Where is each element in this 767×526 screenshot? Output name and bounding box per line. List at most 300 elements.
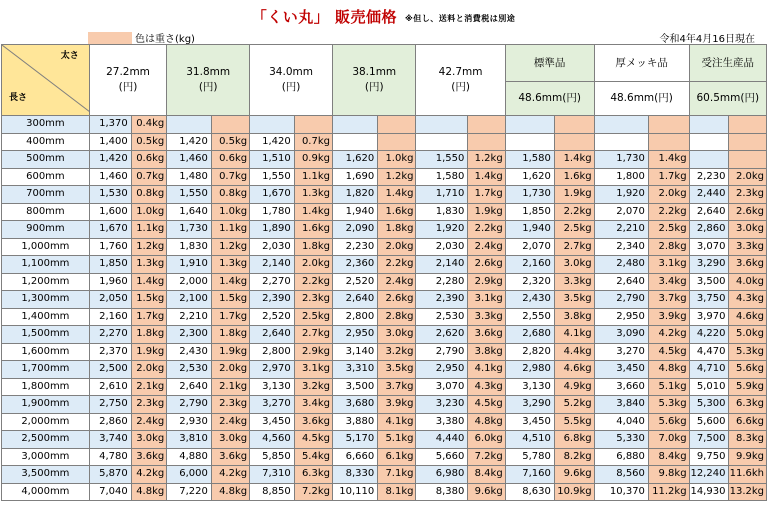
weight-cell: 3.0kg: [554, 256, 594, 274]
weight-cell: 2.0kg: [131, 361, 167, 379]
weight-cell: 1.9kg: [211, 343, 249, 361]
weight-cell: 4.9kg: [554, 378, 594, 396]
length-cell: 300mm: [2, 116, 90, 134]
weight-cell: 6.6kg: [729, 413, 767, 431]
page-title: [0, 6, 767, 27]
weight-cell: 2.2kg: [648, 203, 689, 221]
table-header: [2, 45, 767, 116]
weight-cell: 0.7kg: [131, 168, 167, 186]
category-size-header: [689, 81, 766, 115]
price-cell: 2,300: [167, 326, 212, 344]
price-cell: 3,070: [689, 238, 729, 256]
weight-cell: 2.5kg: [554, 221, 594, 239]
weight-cell: 3.6kg: [294, 413, 332, 431]
price-cell: 3,970: [689, 308, 729, 326]
size-header: [416, 45, 505, 116]
price-cell: 1,530: [89, 186, 131, 204]
price-cell: 10,370: [594, 483, 648, 501]
price-cell: 4,220: [689, 326, 729, 344]
price-cell: 2,530: [416, 308, 468, 326]
length-cell: 2,000mm: [2, 413, 90, 431]
weight-cell: 3.1kg: [294, 361, 332, 379]
weight-cell: 3.3kg: [468, 308, 505, 326]
price-cell: 3,750: [689, 291, 729, 309]
weight-cell: 4.8kg: [468, 413, 505, 431]
price-cell: 2,140: [416, 256, 468, 274]
weight-cell: [554, 116, 594, 134]
price-cell: 2,520: [332, 273, 377, 291]
yen-unit-label: (円): [562, 91, 581, 104]
price-cell: 3,450: [250, 413, 295, 431]
weight-cell: 5.9kg: [729, 378, 767, 396]
price-cell: 1,550: [250, 168, 295, 186]
price-cell: 1,780: [250, 203, 295, 221]
weight-cell: 4.8kg: [211, 483, 249, 501]
price-cell: 2,680: [505, 326, 554, 344]
weight-cell: 1.1kg: [211, 221, 249, 239]
price-cell: 3,090: [594, 326, 648, 344]
price-cell: 7,040: [89, 483, 131, 501]
price-cell: 2,800: [250, 343, 295, 361]
price-cell: 2,090: [332, 221, 377, 239]
price-date: 令和4年4月16日現在: [659, 34, 755, 45]
length-axis-label: 長さ: [9, 93, 28, 103]
weight-cell: 0.9kg: [294, 151, 332, 169]
weight-cell: [648, 133, 689, 151]
price-cell: 3,290: [689, 256, 729, 274]
weight-cell: 8.1kg: [378, 483, 416, 501]
table-row: [2, 343, 767, 361]
price-cell: 1,510: [250, 151, 295, 169]
length-cell: 900mm: [2, 221, 90, 239]
price-cell: 2,820: [505, 343, 554, 361]
price-cell: 4,880: [167, 448, 212, 466]
price-cell: 1,670: [89, 221, 131, 239]
weight-cell: 3.5kg: [378, 361, 416, 379]
yen-unit-label: (円): [364, 81, 384, 93]
table-row: [2, 203, 767, 221]
weight-cell: 0.5kg: [211, 133, 249, 151]
price-cell: 2,640: [332, 291, 377, 309]
price-cell: 12,240: [689, 466, 729, 484]
price-cell: [689, 133, 729, 151]
table-row: [2, 326, 767, 344]
table-row: [2, 396, 767, 414]
weight-cell: 1.7kg: [648, 168, 689, 186]
table-row: [2, 378, 767, 396]
price-cell: 2,100: [167, 291, 212, 309]
table-row: [2, 273, 767, 291]
price-cell: 1,670: [250, 186, 295, 204]
weight-cell: 1.1kg: [131, 221, 167, 239]
weight-cell: 1.3kg: [211, 256, 249, 274]
size-label: 48.6mm: [518, 91, 563, 104]
weight-cell: 1.2kg: [468, 151, 505, 169]
weight-cell: 2.6kg: [468, 256, 505, 274]
price-cell: 2,280: [416, 273, 468, 291]
weight-cell: 3.6kg: [729, 256, 767, 274]
price-cell: 2,430: [505, 291, 554, 309]
price-cell: 2,550: [505, 308, 554, 326]
table-body: [2, 116, 767, 501]
price-cell: 3,130: [505, 378, 554, 396]
weight-cell: [648, 116, 689, 134]
weight-cell: 5.6kg: [729, 361, 767, 379]
price-cell: 1,940: [332, 203, 377, 221]
weight-cell: [378, 133, 416, 151]
price-cell: [332, 133, 377, 151]
price-cell: 2,790: [167, 396, 212, 414]
thickness-axis-label: 太さ: [60, 51, 79, 61]
weight-cell: [468, 116, 505, 134]
weight-cell: 6.1kg: [378, 448, 416, 466]
weight-cell: 1.0kg: [378, 151, 416, 169]
weight-cell: 2.9kg: [468, 273, 505, 291]
weight-cell: 0.6kg: [211, 151, 249, 169]
length-cell: 1,500mm: [2, 326, 90, 344]
price-cell: 1,760: [89, 238, 131, 256]
price-cell: 2,140: [250, 256, 295, 274]
weight-cell: [294, 116, 332, 134]
table-row: [2, 238, 767, 256]
table-row: [2, 186, 767, 204]
weight-cell: 1.4kg: [211, 273, 249, 291]
price-cell: 5,780: [505, 448, 554, 466]
price-cell: 2,790: [594, 291, 648, 309]
length-cell: 1,900mm: [2, 396, 90, 414]
weight-cell: 3.3kg: [554, 273, 594, 291]
price-cell: 3,270: [250, 396, 295, 414]
weight-cell: 0.8kg: [131, 186, 167, 204]
length-cell: 4,000mm: [2, 483, 90, 501]
table-row: [2, 151, 767, 169]
weight-cell: 10.9kg: [554, 483, 594, 501]
weight-cell: 5.1kg: [378, 431, 416, 449]
price-cell: 4,710: [689, 361, 729, 379]
corner-header: [2, 45, 90, 116]
table-row: [2, 413, 767, 431]
price-cell: 2,790: [416, 343, 468, 361]
weight-cell: 6.8kg: [554, 431, 594, 449]
price-cell: 3,500: [332, 378, 377, 396]
size-header: [89, 45, 166, 116]
price-cell: 3,450: [594, 361, 648, 379]
length-cell: 3,000mm: [2, 448, 90, 466]
table-row: [2, 168, 767, 186]
price-cell: 9,750: [689, 448, 729, 466]
price-cell: 1,460: [167, 151, 212, 169]
price-cell: [505, 133, 554, 151]
price-cell: [689, 116, 729, 134]
price-cell: 10,110: [332, 483, 377, 501]
weight-cell: 2.4kg: [131, 413, 167, 431]
weight-cell: 2.3kg: [729, 186, 767, 204]
weight-cell: 1.6kg: [554, 168, 594, 186]
price-cell: 2,620: [416, 326, 468, 344]
weight-cell: [378, 116, 416, 134]
price-cell: [505, 116, 554, 134]
weight-cell: 3.2kg: [378, 343, 416, 361]
weight-cell: 8.4kg: [648, 448, 689, 466]
price-cell: 2,390: [250, 291, 295, 309]
weight-cell: 1.7kg: [131, 308, 167, 326]
weight-cell: 1.9kg: [554, 186, 594, 204]
weight-cell: 9.6kg: [468, 483, 505, 501]
weight-cell: 2.4kg: [468, 238, 505, 256]
price-cell: [689, 151, 729, 169]
price-cell: 1,830: [167, 238, 212, 256]
weight-cell: 5.1kg: [648, 378, 689, 396]
weight-cell: 2.6kg: [378, 291, 416, 309]
weight-cell: 5.3kg: [648, 396, 689, 414]
weight-cell: 2.2kg: [468, 221, 505, 239]
price-cell: 1,850: [505, 203, 554, 221]
weight-cell: 7.2kg: [468, 448, 505, 466]
price-cell: 4,040: [594, 413, 648, 431]
weight-cell: 4.5kg: [648, 343, 689, 361]
price-cell: 1,920: [416, 221, 468, 239]
length-cell: 400mm: [2, 133, 90, 151]
price-cell: 1,730: [167, 221, 212, 239]
weight-cell: 2.2kg: [378, 256, 416, 274]
weight-cell: [554, 133, 594, 151]
weight-cell: 1.0kg: [131, 203, 167, 221]
yen-unit-label: (円): [118, 81, 138, 93]
price-cell: 2,070: [505, 238, 554, 256]
length-cell: 3,500mm: [2, 466, 90, 484]
price-cell: 2,860: [89, 413, 131, 431]
weight-cell: 2.1kg: [131, 378, 167, 396]
price-cell: 8,380: [416, 483, 468, 501]
weight-cell: 5.0kg: [729, 326, 767, 344]
weight-cell: 2.1kg: [211, 378, 249, 396]
weight-cell: 5.5kg: [554, 413, 594, 431]
price-cell: 3,740: [89, 431, 131, 449]
weight-cell: 2.2kg: [294, 273, 332, 291]
price-cell: 1,820: [332, 186, 377, 204]
length-cell: 1,400mm: [2, 308, 90, 326]
yen-unit-label: (円): [451, 81, 470, 93]
weight-cell: 3.0kg: [378, 326, 416, 344]
price-cell: 1,600: [89, 203, 131, 221]
weight-cell: [211, 116, 249, 134]
price-cell: 3,880: [332, 413, 377, 431]
price-cell: 1,480: [167, 168, 212, 186]
price-cell: 2,930: [167, 413, 212, 431]
price-cell: 2,030: [416, 238, 468, 256]
weight-cell: 2.3kg: [211, 396, 249, 414]
size-label: 42.7mm: [438, 65, 483, 78]
weight-cell: 1.1kg: [294, 168, 332, 186]
weight-cell: 4.1kg: [378, 413, 416, 431]
price-cell: 1,800: [594, 168, 648, 186]
length-cell: 800mm: [2, 203, 90, 221]
weight-cell: 5.4kg: [294, 448, 332, 466]
weight-cell: 2.3kg: [131, 396, 167, 414]
weight-cell: 1.2kg: [378, 168, 416, 186]
weight-cell: 1.2kg: [131, 238, 167, 256]
weight-cell: 2.0kg: [648, 186, 689, 204]
price-cell: 5,010: [689, 378, 729, 396]
weight-cell: 2.4kg: [378, 273, 416, 291]
price-cell: 1,730: [594, 151, 648, 169]
weight-cell: 1.2kg: [211, 238, 249, 256]
weight-cell: 3.4kg: [648, 273, 689, 291]
price-cell: 2,320: [505, 273, 554, 291]
weight-cell: 1.8kg: [294, 238, 332, 256]
price-cell: 2,520: [250, 308, 295, 326]
price-cell: 2,750: [89, 396, 131, 414]
price-cell: 2,970: [250, 361, 295, 379]
price-cell: [332, 116, 377, 134]
price-cell: 7,220: [167, 483, 212, 501]
weight-cell: 3.9kg: [648, 308, 689, 326]
price-cell: 5,870: [89, 466, 131, 484]
weight-cell: 13.2kg: [729, 483, 767, 501]
weight-cell: 1.0kg: [211, 203, 249, 221]
price-cell: 2,030: [250, 238, 295, 256]
price-cell: 5,660: [416, 448, 468, 466]
length-cell: 1,800mm: [2, 378, 90, 396]
table-row: [2, 448, 767, 466]
weight-cell: 1.9kg: [131, 343, 167, 361]
price-cell: 2,000: [167, 273, 212, 291]
size-header: [332, 45, 416, 116]
price-cell: 2,950: [416, 361, 468, 379]
price-cell: 7,310: [250, 466, 295, 484]
price-cell: 3,140: [332, 343, 377, 361]
weight-cell: 9.9kg: [729, 448, 767, 466]
weight-cell: 2.8kg: [378, 308, 416, 326]
weight-cell: 1.4kg: [468, 168, 505, 186]
price-cell: 2,070: [594, 203, 648, 221]
length-cell: 1,100mm: [2, 256, 90, 274]
weight-cell: 3.7kg: [648, 291, 689, 309]
table-row: [2, 483, 767, 501]
price-cell: 2,160: [505, 256, 554, 274]
weight-cell: 4.6kg: [729, 308, 767, 326]
weight-cell: 1.6kg: [294, 221, 332, 239]
table-row: [2, 256, 767, 274]
category-header: 厚メッキ品: [594, 45, 689, 82]
length-cell: 600mm: [2, 168, 90, 186]
weight-cell: 4.2kg: [211, 466, 249, 484]
weight-cell: 0.7kg: [211, 168, 249, 186]
weight-cell: 9.6kg: [554, 466, 594, 484]
price-cell: 4,510: [505, 431, 554, 449]
price-cell: 2,390: [416, 291, 468, 309]
weight-cell: 1.5kg: [131, 291, 167, 309]
price-cell: 7,160: [505, 466, 554, 484]
weight-cell: 5.2kg: [554, 396, 594, 414]
weight-cell: 1.6kg: [378, 203, 416, 221]
price-cell: 3,290: [505, 396, 554, 414]
size-label: 27.2mm: [106, 65, 150, 78]
weight-cell: 7.0kg: [648, 431, 689, 449]
length-cell: 1,000mm: [2, 238, 90, 256]
price-cell: [250, 116, 295, 134]
price-cell: 2,050: [89, 291, 131, 309]
price-cell: 2,270: [89, 326, 131, 344]
weight-cell: 3.0kg: [211, 431, 249, 449]
table-row: [2, 466, 767, 484]
category-header: 受注生産品: [689, 45, 766, 82]
table-row: [2, 221, 767, 239]
weight-cell: 3.4kg: [294, 396, 332, 414]
weight-cell: 3.6kg: [468, 326, 505, 344]
weight-cell: [729, 151, 767, 169]
weight-cell: 1.3kg: [294, 186, 332, 204]
price-cell: 1,420: [89, 151, 131, 169]
price-cell: 2,230: [332, 238, 377, 256]
price-cell: 3,680: [332, 396, 377, 414]
title-text: 「くい丸」 販売価格: [251, 8, 397, 26]
yen-unit-label: (円): [281, 81, 301, 93]
weight-cell: 1.4kg: [294, 203, 332, 221]
price-cell: 6,880: [594, 448, 648, 466]
price-cell: [416, 133, 468, 151]
weight-cell: 7.2kg: [294, 483, 332, 501]
weight-cell: 1.8kg: [211, 326, 249, 344]
weight-cell: 3.8kg: [468, 343, 505, 361]
price-cell: 2,640: [167, 378, 212, 396]
table-row: [2, 308, 767, 326]
weight-cell: 4.2kg: [648, 326, 689, 344]
weight-cell: 1.4kg: [378, 186, 416, 204]
weight-cell: 0.8kg: [211, 186, 249, 204]
price-cell: [594, 116, 648, 134]
weight-cell: 4.8kg: [131, 483, 167, 501]
weight-cell: 1.9kg: [468, 203, 505, 221]
weight-cell: [729, 133, 767, 151]
price-cell: 1,910: [167, 256, 212, 274]
weight-color-legend: [88, 30, 195, 45]
table-row: [2, 361, 767, 379]
price-cell: 3,310: [332, 361, 377, 379]
price-cell: 3,660: [594, 378, 648, 396]
weight-cell: 2.8kg: [648, 238, 689, 256]
weight-cell: 4.6kg: [554, 361, 594, 379]
weight-cell: 3.1kg: [468, 291, 505, 309]
length-cell: 1,600mm: [2, 343, 90, 361]
weight-cell: 3.9kg: [378, 396, 416, 414]
price-cell: 1,850: [89, 256, 131, 274]
price-cell: 1,640: [167, 203, 212, 221]
price-cell: 2,640: [594, 273, 648, 291]
price-cell: 1,730: [505, 186, 554, 204]
weight-cell: 2.2kg: [554, 203, 594, 221]
price-cell: 2,800: [332, 308, 377, 326]
weight-cell: 3.7kg: [378, 378, 416, 396]
length-cell: 2,500mm: [2, 431, 90, 449]
price-cell: 4,780: [89, 448, 131, 466]
weight-cell: 2.5kg: [294, 308, 332, 326]
price-cell: 2,160: [89, 308, 131, 326]
category-header: 標準品: [505, 45, 594, 82]
weight-cell: 1.8kg: [131, 326, 167, 344]
table-row: [2, 116, 767, 134]
length-cell: 700mm: [2, 186, 90, 204]
size-label: 48.6mm: [610, 91, 655, 104]
price-cell: 3,070: [416, 378, 468, 396]
weight-cell: 0.5kg: [131, 133, 167, 151]
price-cell: 7,500: [689, 431, 729, 449]
price-cell: 1,420: [167, 133, 212, 151]
weight-cell: 2.5kg: [648, 221, 689, 239]
price-cell: 1,420: [250, 133, 295, 151]
price-cell: 1,940: [505, 221, 554, 239]
price-cell: 2,210: [594, 221, 648, 239]
